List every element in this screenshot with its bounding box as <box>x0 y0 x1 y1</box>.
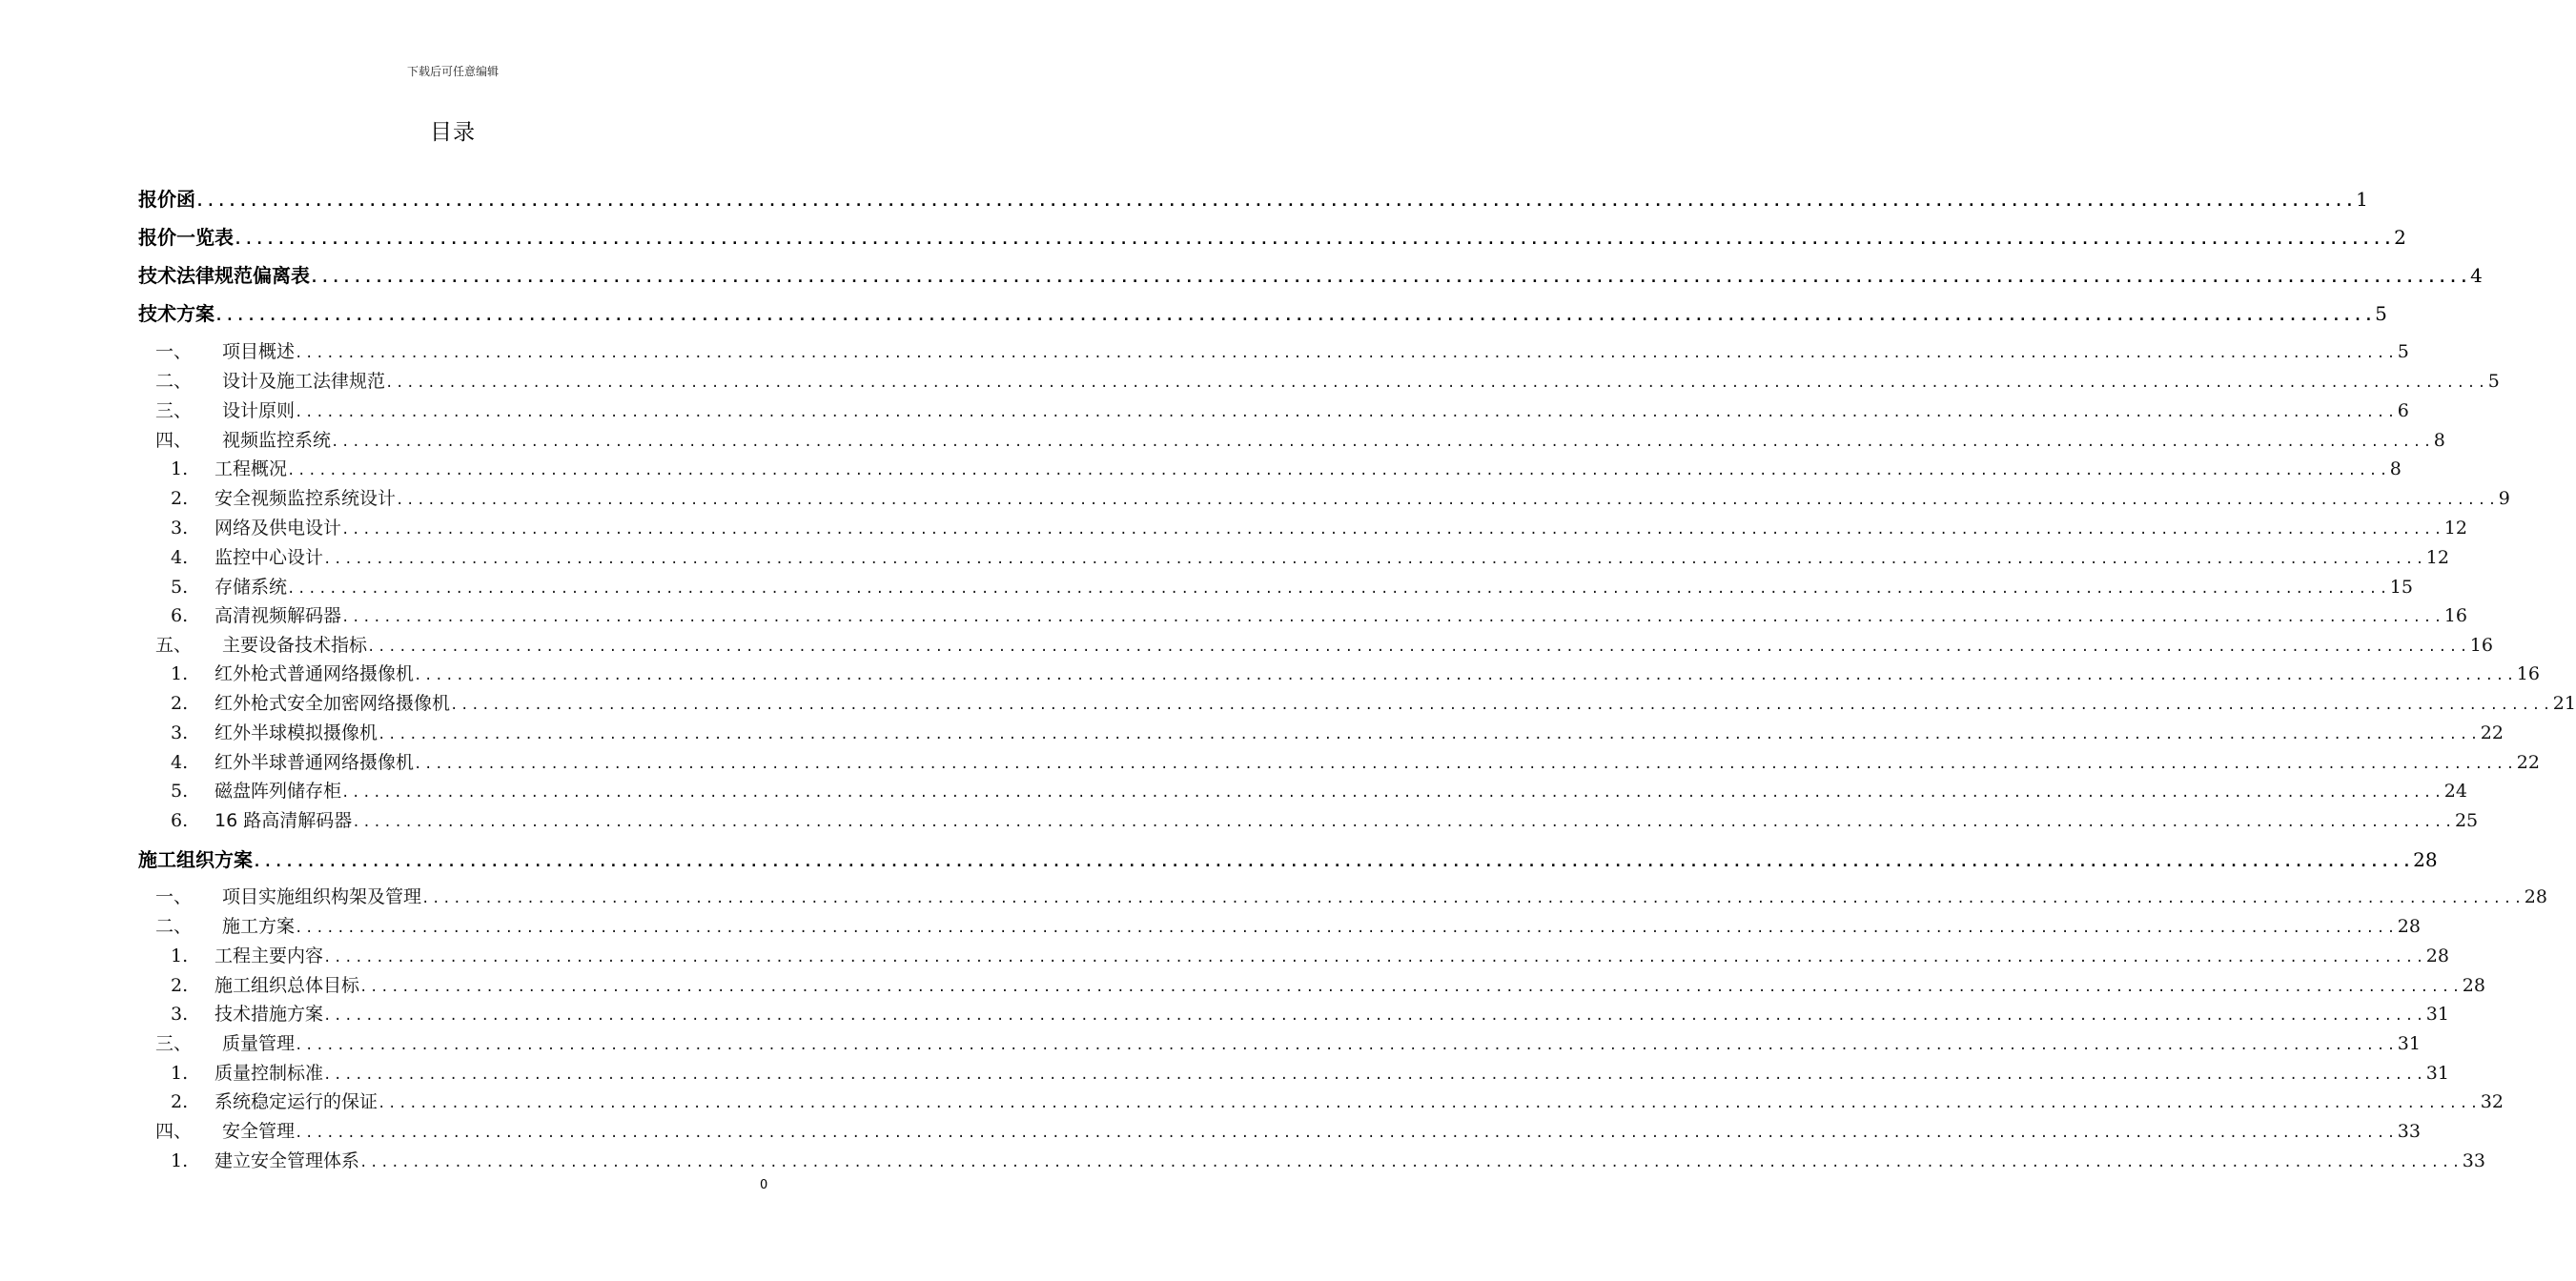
toc-entry-label: 技术措施方案 <box>215 1004 324 1025</box>
toc-entry-page: 12 <box>2425 547 2449 568</box>
toc-entry[interactable] <box>138 367 2500 393</box>
toc-dot-leader: ........................................................................................................................................................................................................ <box>414 668 2517 683</box>
toc-entry-page: 33 <box>2462 1150 2485 1171</box>
toc-entry[interactable] <box>138 573 2413 599</box>
header-note: 下载后可任意编辑 <box>406 65 499 78</box>
toc-entry-label: 网络及供电设计 <box>215 518 342 539</box>
toc-entry-label: 安全管理 <box>222 1121 296 1142</box>
toc-dot-leader: ........................................................................................................................................................................................................ <box>378 1096 2481 1111</box>
toc-entry-page: 5 <box>2375 302 2387 325</box>
toc-entry-number: 1. <box>171 946 189 966</box>
toc-entry[interactable] <box>138 455 2402 480</box>
toc-entry-page: 22 <box>2516 752 2540 773</box>
toc-entry-page: 28 <box>2413 848 2438 871</box>
toc-dot-leader: ........................................................................................................................................................................................................ <box>323 1068 2426 1083</box>
toc-entry-page: 9 <box>2498 488 2510 509</box>
toc-dot-leader: ........................................................................................................................................................................................................ <box>359 1155 2463 1170</box>
toc-entry[interactable] <box>138 631 2493 657</box>
toc-entry-label: 施工组织方案 <box>138 848 253 871</box>
toc-entry[interactable] <box>138 777 2467 803</box>
toc-dot-leader: ........................................................................................................................................................................................................ <box>341 785 2444 801</box>
toc-dot-leader: ........................................................................................................................................................................................................ <box>253 853 2414 870</box>
toc-entry-page: 16 <box>2443 605 2467 626</box>
toc-entry-number: 一、 <box>155 341 193 362</box>
toc-entry-page: 28 <box>2462 975 2485 996</box>
toc-entry-number: 6. <box>171 605 189 626</box>
toc-entry[interactable] <box>138 806 2479 832</box>
toc-dot-leader: ........................................................................................................................................................................................................ <box>396 493 2499 508</box>
toc-entry-page: 8 <box>2389 458 2402 479</box>
toc-dot-leader: ........................................................................................................................................................................................................ <box>295 1038 2398 1053</box>
toc-entry[interactable] <box>138 912 2421 938</box>
toc-entry-number: 1. <box>171 1063 189 1084</box>
toc-entry-page: 16 <box>2469 635 2493 656</box>
toc-dot-leader: ........................................................................................................................................................................................................ <box>341 610 2444 625</box>
toc-entry[interactable] <box>138 396 2409 422</box>
page-number: 0 <box>760 1178 768 1192</box>
toc-entry-label: 质量管理 <box>222 1033 296 1054</box>
toc-entry-number: 二、 <box>155 916 193 937</box>
toc-entry-page: 4 <box>2470 264 2483 287</box>
toc-dot-leader: ........................................................................................................................................................................................................ <box>295 346 2398 361</box>
toc-dot-leader: ........................................................................................................................................................................................................ <box>234 231 2395 248</box>
toc-entry-number: 四、 <box>155 1121 193 1142</box>
toc-entry-number: 2. <box>171 488 189 509</box>
toc-entry[interactable] <box>138 426 2445 452</box>
toc-entry-number: 2. <box>171 1091 189 1112</box>
toc-entry[interactable] <box>138 514 2467 539</box>
toc-entry-label: 红外枪式普通网络摄像机 <box>215 663 415 684</box>
toc-entry-page: 25 <box>2454 810 2479 831</box>
toc-entry-label: 工程主要内容 <box>215 946 324 966</box>
toc-dot-leader: ........................................................................................................................................................................................................ <box>287 463 2390 478</box>
toc-entry[interactable] <box>138 484 2510 510</box>
toc-entry-label: 红外半球模拟摄像机 <box>215 722 378 743</box>
toc-dot-leader: ........................................................................................................................................................................................................ <box>421 891 2525 906</box>
toc-entry-number: 1. <box>171 458 189 479</box>
toc-entry-page: 28 <box>2524 886 2547 907</box>
toc-dot-leader: ........................................................................................................................................................................................................ <box>323 950 2426 966</box>
toc-entry-label: 安全视频监控系统设计 <box>215 488 397 509</box>
toc-entry[interactable] <box>138 1029 2421 1055</box>
toc-entry[interactable] <box>138 337 2409 363</box>
toc-entry-page: 8 <box>2433 430 2445 451</box>
toc-entry[interactable] <box>138 184 2368 212</box>
toc-entry-label: 系统稳定运行的保证 <box>215 1091 378 1112</box>
toc-entry-page: 31 <box>2425 1004 2449 1025</box>
toc-entry-number: 四、 <box>155 430 193 451</box>
toc-entry[interactable] <box>138 1088 2504 1113</box>
toc-entry-page: 22 <box>2480 722 2504 743</box>
toc-entry[interactable] <box>138 942 2449 967</box>
toc-entry[interactable] <box>138 660 2540 685</box>
toc-entry-page: 12 <box>2443 518 2467 539</box>
toc-dot-leader: ........................................................................................................................................................................................................ <box>195 193 2357 210</box>
toc-dot-leader: ........................................................................................................................................................................................................ <box>310 269 2471 286</box>
toc-entry-label: 质量控制标准 <box>215 1063 324 1084</box>
toc-entry[interactable] <box>138 298 2387 326</box>
toc-entry-number: 5. <box>171 781 189 802</box>
toc-entry-number: 3. <box>171 722 189 743</box>
toc-entry[interactable] <box>138 222 2406 250</box>
toc-dot-leader: ........................................................................................................................................................................................................ <box>359 980 2463 995</box>
toc-dot-leader: ........................................................................................................................................................................................................ <box>295 921 2398 936</box>
toc-entry[interactable] <box>138 748 2540 774</box>
toc-entry[interactable] <box>138 1000 2449 1026</box>
toc-entry-page: 1 <box>2356 188 2368 211</box>
toc-entry-page: 21 <box>2552 693 2576 714</box>
toc-entry-label: 工程概况 <box>215 458 288 479</box>
toc-entry-number: 2. <box>171 693 189 714</box>
toc-entry-label: 主要设备技术指标 <box>222 635 368 656</box>
toc-entry[interactable] <box>138 844 2438 872</box>
toc-entry-label: 监控中心设计 <box>215 547 324 568</box>
toc-dot-leader: ........................................................................................................................................................................................................ <box>385 376 2488 391</box>
toc-entry-label: 高清视频解码器 <box>215 605 342 626</box>
toc-entry-label: 项目概述 <box>222 341 296 362</box>
toc-entry-number: 2. <box>171 975 189 996</box>
toc-entry-page: 5 <box>2487 371 2500 392</box>
toc-entry-page: 31 <box>2425 1063 2449 1084</box>
toc-entry-label: 存储系统 <box>215 577 288 598</box>
toc-entry-page: 16 <box>2516 663 2540 684</box>
toc-entry-number: 三、 <box>155 1033 193 1054</box>
toc-dot-leader: ........................................................................................................................................................................................................ <box>287 581 2390 597</box>
toc-entry-label: 红外半球普通网络摄像机 <box>215 752 415 773</box>
toc-dot-leader: ........................................................................................................................................................................................................ <box>367 640 2470 655</box>
toc-entry-page: 31 <box>2397 1033 2421 1054</box>
toc-dot-leader: ........................................................................................................................................................................................................ <box>450 698 2553 713</box>
toc-entry-label: 施工组织总体目标 <box>215 975 360 996</box>
toc-dot-leader: ........................................................................................................................................................................................................ <box>378 727 2481 742</box>
toc-entry-page: 32 <box>2480 1091 2504 1112</box>
toc-dot-leader: ........................................................................................................................................................................................................ <box>331 435 2434 450</box>
toc-entry-label: 16 路高清解码器 <box>215 810 353 831</box>
toc-entry[interactable] <box>138 543 2449 569</box>
toc-entry[interactable] <box>138 1059 2449 1085</box>
toc-entry-number: 6. <box>171 810 189 831</box>
toc-title: 目录 <box>430 120 476 145</box>
toc-entry-number: 4. <box>171 752 189 773</box>
toc-entry-page: 33 <box>2397 1121 2421 1142</box>
toc-entry-number: 一、 <box>155 886 193 907</box>
toc-entry[interactable] <box>138 601 2467 627</box>
toc-entry-label: 设计及施工法律规范 <box>222 371 386 392</box>
toc-entry-page: 28 <box>2425 946 2449 966</box>
toc-entry-label: 施工方案 <box>222 916 296 937</box>
toc-entry-number: 4. <box>171 547 189 568</box>
toc-entry-number: 二、 <box>155 371 193 392</box>
toc-entry-number: 3. <box>171 518 189 539</box>
toc-entry-label: 报价一览表 <box>138 226 234 249</box>
toc-entry-label: 技术法律规范偏离表 <box>138 264 310 287</box>
toc-entry[interactable] <box>138 1147 2485 1172</box>
toc-dot-leader: ........................................................................................................................................................................................................ <box>352 815 2455 830</box>
toc-entry-page: 28 <box>2397 916 2421 937</box>
toc-entry[interactable] <box>138 1117 2421 1143</box>
toc-entry-page: 5 <box>2397 341 2409 362</box>
toc-dot-leader: ........................................................................................................................................................................................................ <box>295 405 2398 420</box>
toc-dot-leader: ........................................................................................................................................................................................................ <box>215 307 2376 324</box>
toc-entry-number: 三、 <box>155 400 193 421</box>
toc-entry[interactable] <box>138 719 2504 744</box>
toc-entry-number: 3. <box>171 1004 189 1025</box>
toc-entry-page: 6 <box>2397 400 2409 421</box>
toc-entry-label: 建立安全管理体系 <box>215 1150 360 1171</box>
toc-dot-leader: ........................................................................................................................................................................................................ <box>323 552 2426 567</box>
toc-entry-label: 项目实施组织构架及管理 <box>222 886 422 907</box>
toc-entry[interactable] <box>138 689 2576 715</box>
toc-entry-label: 磁盘阵列储存柜 <box>215 781 342 802</box>
toc-entry-label: 报价函 <box>138 188 195 211</box>
toc-dot-leader: ........................................................................................................................................................................................................ <box>323 1008 2426 1024</box>
toc-entry-number: 1. <box>171 1150 189 1171</box>
toc-entry[interactable] <box>138 883 2547 908</box>
toc-entry[interactable] <box>138 971 2485 997</box>
toc-dot-leader: ........................................................................................................................................................................................................ <box>295 1126 2398 1141</box>
toc-dot-leader: ........................................................................................................................................................................................................ <box>414 757 2517 772</box>
toc-entry-label: 视频监控系统 <box>222 430 332 451</box>
toc-entry-number: 五、 <box>155 635 193 656</box>
toc-entry-label: 红外枪式安全加密网络摄像机 <box>215 693 451 714</box>
toc-entry-page: 24 <box>2443 781 2467 802</box>
toc-entry-label: 设计原则 <box>222 400 296 421</box>
toc-entry-label: 技术方案 <box>138 302 215 325</box>
toc-entry-number: 5. <box>171 577 189 598</box>
toc-entry-page: 15 <box>2389 577 2413 598</box>
toc-entry-page: 2 <box>2394 226 2406 249</box>
toc-entry[interactable] <box>138 260 2483 288</box>
toc-dot-leader: ........................................................................................................................................................................................................ <box>341 522 2444 538</box>
toc-entry-number: 1. <box>171 663 189 684</box>
